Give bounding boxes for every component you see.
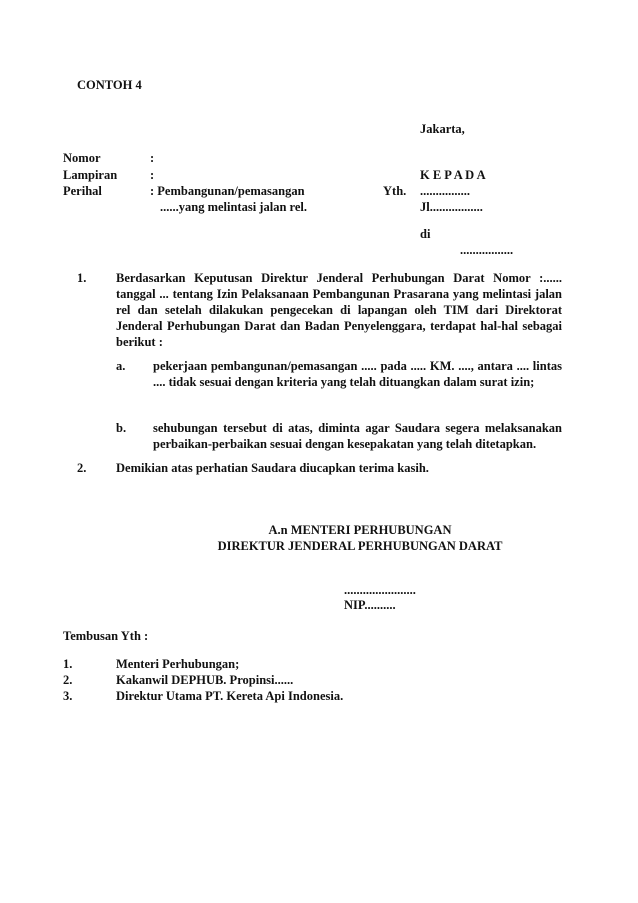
item1-text: Berdasarkan Keputusan Direktur Jenderal Perhubungan Darat Nomor :...... tanggal ... tentang Izin Pelaksanaan Pembangunan Prasarana yang melintasi jalan rel dan setelah dilakukan pengecekan di lapangan oleh TIM dari Direktorat Jenderal Perhubungan Darat dan Badan Penyelenggara, terdapat hal-hal sebagai berikut :: [116, 271, 562, 349]
recipient-city: .................: [460, 243, 514, 257]
kepada-label: K E P A D A: [420, 168, 486, 182]
date-line: Jakarta,: [420, 122, 465, 136]
signatory-nip: NIP..........: [344, 598, 396, 612]
tembusan-item-text: Kakanwil DEPHUB. Propinsi......: [116, 673, 294, 687]
tembusan-item-text: Direktur Utama PT. Kereta Api Indonesia.: [116, 689, 344, 703]
nomor-label: Nomor: [63, 151, 101, 165]
perihal-value-2: ......yang melintasi jalan rel.: [160, 200, 307, 214]
tembusan-title: Tembusan Yth :: [63, 629, 149, 643]
yth-label: Yth.: [383, 184, 407, 198]
sub-a-label: a.: [116, 359, 126, 373]
tembusan-item-text: Menteri Perhubungan;: [116, 657, 240, 671]
signature-line1: A.n MENTERI PERHUBUNGAN: [268, 523, 452, 537]
heading: CONTOH 4: [77, 78, 142, 92]
sub-b-label: b.: [116, 421, 127, 435]
perihal-label: Perihal: [63, 184, 102, 198]
recipient-name: ................: [420, 184, 470, 198]
recipient-di: di: [420, 227, 431, 241]
item2-number: 2.: [77, 461, 87, 475]
signatory-name: .......................: [344, 583, 416, 597]
tembusan-item-number: 1.: [63, 657, 73, 671]
item2-text: Demikian atas perhatian Saudara diucapkan terima kasih.: [116, 461, 429, 475]
recipient-street: Jl.................: [420, 200, 483, 214]
perihal-value: : Pembangunan/pemasangan: [150, 184, 305, 198]
lampiran-colon: :: [150, 168, 155, 182]
lampiran-label: Lampiran: [63, 168, 118, 182]
sub-a-text: pekerjaan pembangunan/pemasangan ..... pada ..... KM. ...., antara .... lintas .... tidak sesuai dengan kriteria yang telah dituangkan dalam surat izin;: [153, 359, 562, 389]
tembusan-item-number: 2.: [63, 673, 73, 687]
signature-line2: DIREKTUR JENDERAL PERHUBUNGAN DARAT: [217, 539, 503, 553]
sub-b-text: sehubungan tersebut di atas, diminta agar Saudara segera melaksanakan perbaikan-perbaikan sesuai dengan kesepakatan yang telah ditetapkan.: [153, 421, 562, 451]
tembusan-item-number: 3.: [63, 689, 73, 703]
nomor-colon: :: [150, 151, 155, 165]
item1-number: 1.: [77, 271, 87, 285]
